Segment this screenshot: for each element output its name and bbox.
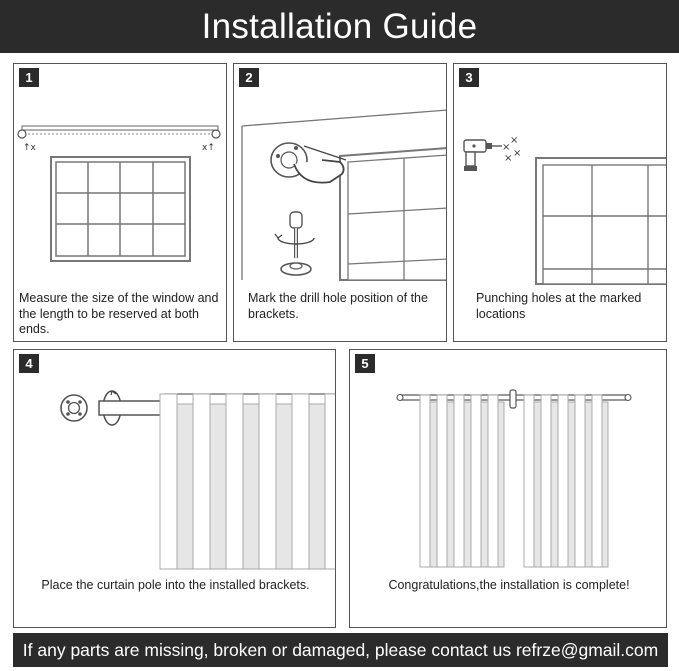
svg-text:×: ×	[510, 135, 519, 146]
step-1-panel	[13, 63, 227, 342]
curtain-panel	[160, 394, 336, 569]
page-title: Installation Guide	[201, 6, 478, 46]
step-5-badge: 5	[355, 354, 375, 373]
step-5-caption: Congratulations,the installation is complete!	[388, 578, 630, 592]
svg-text:×: ×	[513, 148, 522, 159]
contact-text: If any parts are missing, broken or damaged, please contact us refrze@gmail.com	[22, 639, 659, 660]
step-2-caption: Mark the drill hole position of the brackets.	[248, 291, 428, 321]
svg-text:×: ×	[504, 153, 513, 164]
step-3-caption: Punching holes at the marked locations	[476, 291, 642, 321]
step-1-caption: Measure the size of the window and the length to be reserved at both ends.	[19, 291, 219, 336]
left-curtain	[420, 395, 504, 567]
svg-text:↑x: ↑x	[23, 143, 36, 153]
step-5-panel	[349, 349, 667, 628]
step-1-badge: 1	[19, 68, 39, 87]
step-4-badge: 4	[19, 354, 39, 373]
step-3-badge: 3	[459, 68, 479, 87]
svg-text:×: ×	[502, 142, 511, 153]
right-curtain	[524, 395, 608, 567]
guide-header	[0, 0, 679, 53]
contact-footer	[13, 633, 668, 667]
step-2-panel	[233, 63, 447, 342]
step-4-caption: Place the curtain pole into the installed brackets.	[41, 578, 310, 592]
step-2-badge: 2	[239, 68, 259, 87]
step-3-panel	[453, 63, 667, 342]
step-4-panel	[13, 349, 336, 628]
svg-text:x↑: x↑	[202, 143, 215, 153]
